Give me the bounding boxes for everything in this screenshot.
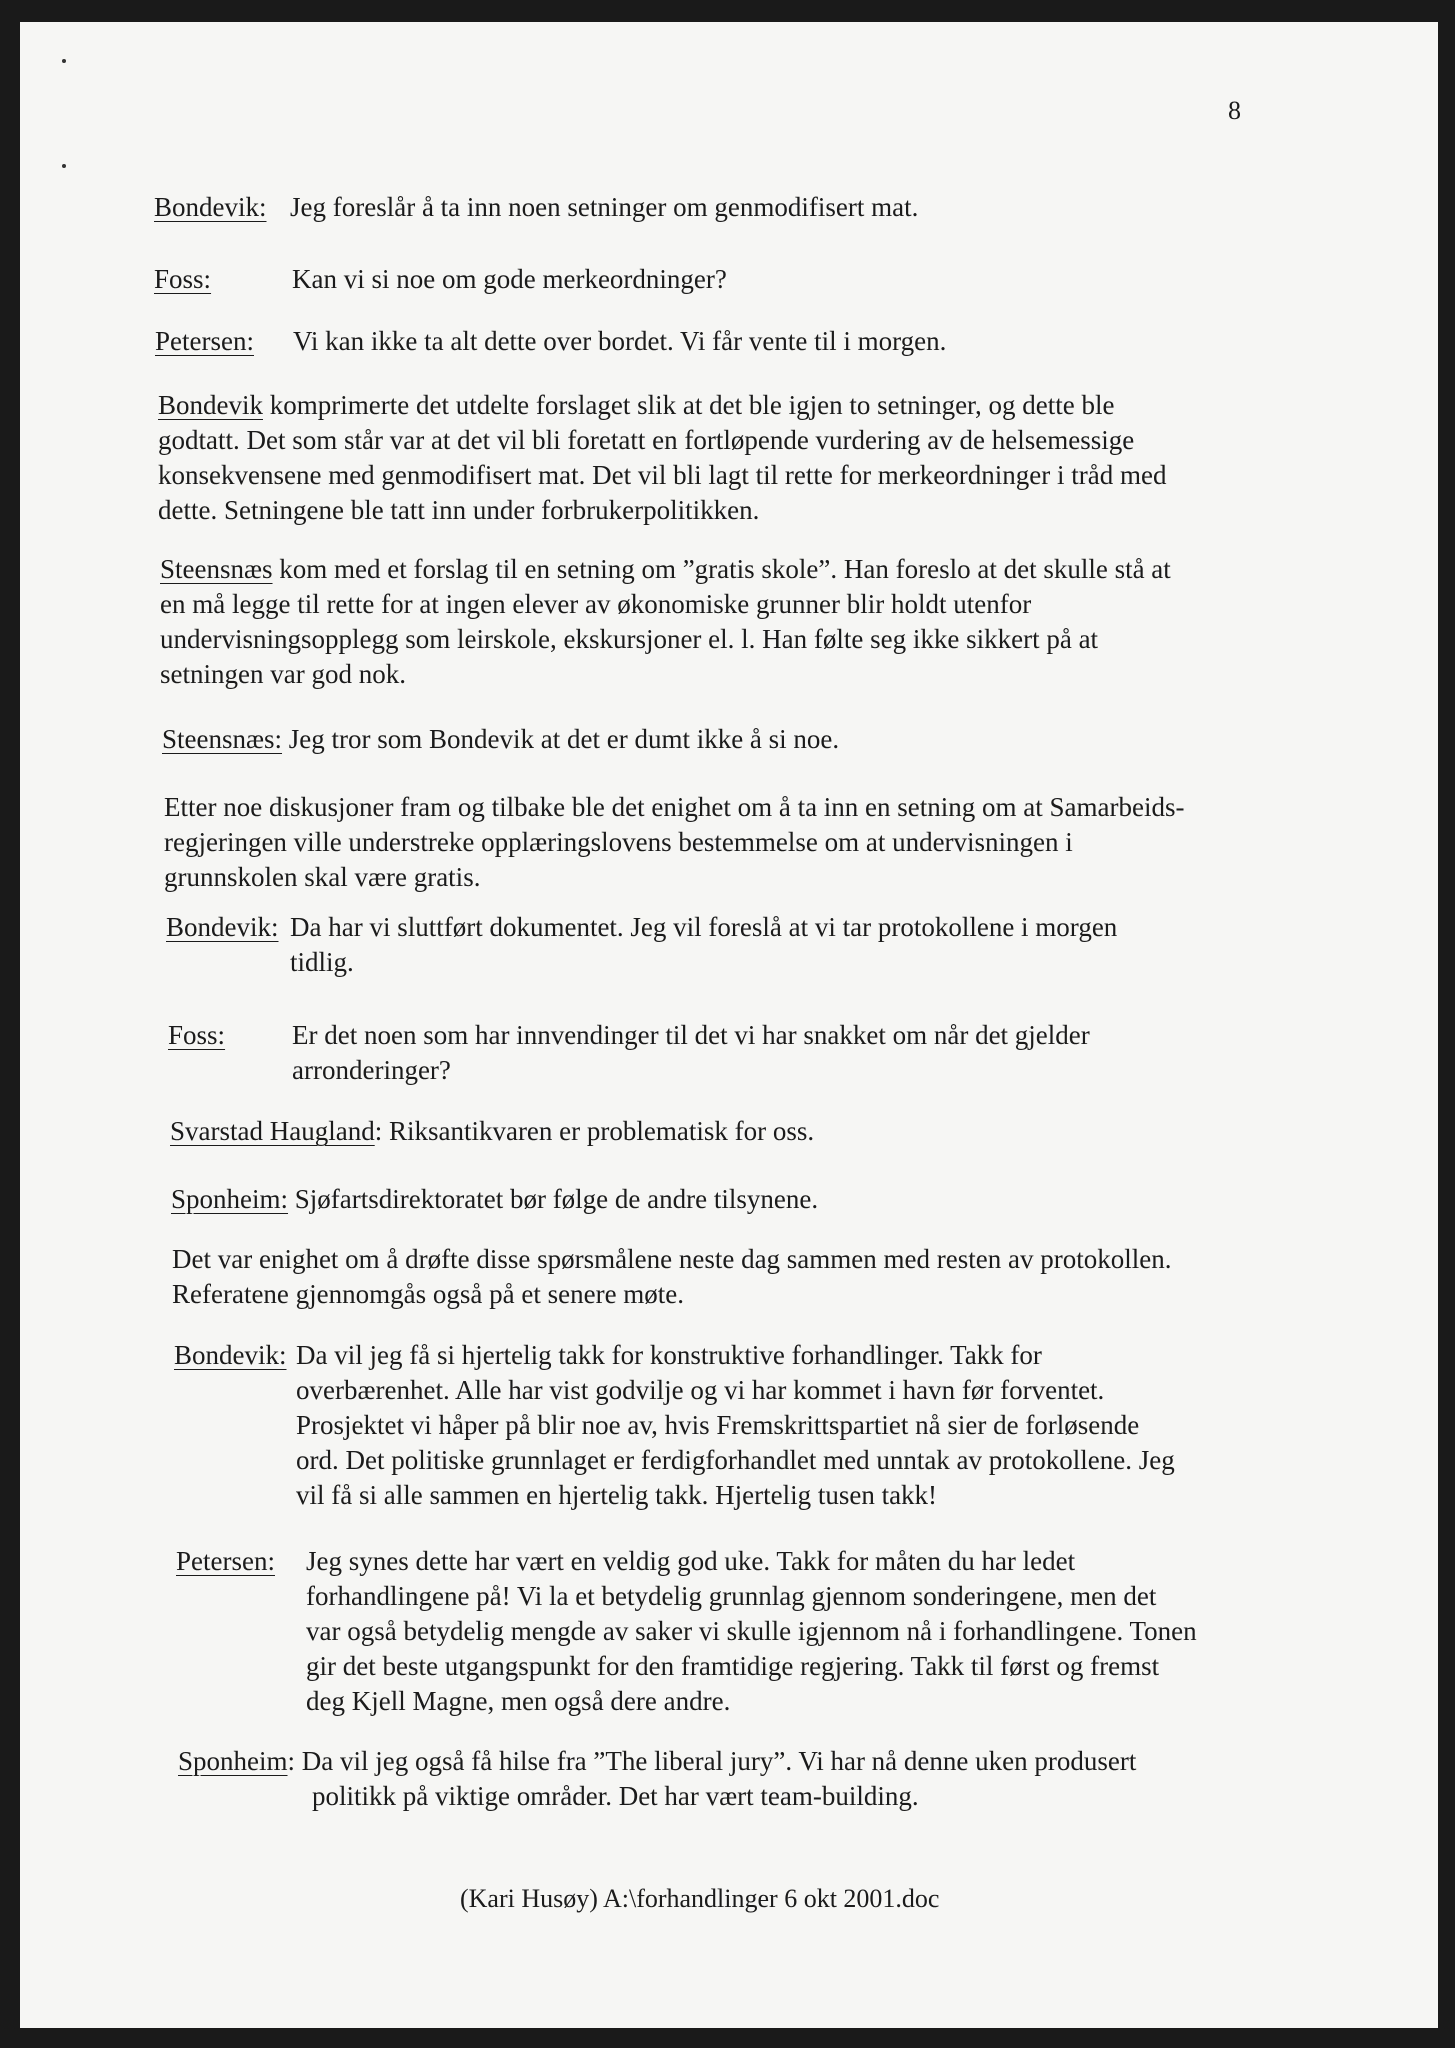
speech-line: Da har vi sluttført dokumentet. Jeg vil foreslå at vi tar protokollene i morgen	[290, 912, 1118, 942]
speech-line: overbærenhet. Alle har vist godvilje og vi har kommet i havn før forventet.	[296, 1375, 1105, 1405]
page-number: 8	[1228, 96, 1241, 125]
paragraph-line: undervisningsopplegg som leirskole, ekskursjoner el. l. Han følte seg ikke sikkert på at	[160, 624, 1099, 654]
speech-line: : Da vil jeg også få hilse fra ”The liberal jury”. Vi har nå denne uken produsert	[287, 1746, 1137, 1776]
speaker-name: Petersen:	[155, 326, 254, 356]
paragraph-line: komprimerte det utdelte forslaget slik at det ble igjen to setninger, og dette ble	[263, 390, 1115, 420]
paragraph-line: godtatt. Det som står var at det vil bli foretatt en fortløpende vurdering av de helsemessige	[158, 425, 1135, 455]
speaker-name: Petersen:	[176, 1546, 275, 1576]
speech-line: ord. Det politiske grunnlaget er ferdigforhandlet med unntak av protokollene. Jeg	[296, 1445, 1175, 1475]
speech-line: politikk på viktige områder. Det har vært team-building.	[312, 1781, 919, 1811]
paragraph-line: regjeringen ville understreke opplæringslovens bestemmelse om at undervisningen i	[164, 827, 1073, 857]
dialogue-entry	[178, 1744, 1136, 1814]
narrative-paragraph	[158, 388, 1268, 528]
footer-filepath: (Kari Husøy) A:\forhandlinger 6 okt 2001.doc	[460, 1884, 940, 1913]
paragraph-line: dette. Setningene ble tatt inn under forbrukerpolitikken.	[158, 495, 760, 525]
paragraph-line: Det var enighet om å drøfte disse spørsmålene neste dag sammen med resten av protokollen.	[172, 1244, 1172, 1274]
speech-line: deg Kjell Magne, men også dere andre.	[306, 1686, 731, 1716]
speaker-name: Steensnæs	[160, 554, 273, 584]
speaker-name: Sponheim	[178, 1746, 288, 1776]
speaker-name: Sponheim:	[171, 1184, 289, 1214]
narrative-paragraph	[172, 1242, 1282, 1312]
speech-line: forhandlingene på! Vi la et betydelig grunnlag gjennom sonderingene, men det	[306, 1581, 1157, 1611]
speaker-name: Steensnæs:	[162, 724, 283, 754]
speaker-name: Bondevik:	[154, 192, 267, 222]
dialogue-entry	[162, 722, 839, 757]
scan-speck	[62, 164, 66, 168]
speech-line: Da vil jeg få si hjertelig takk for konstruktive forhandlinger. Takk for	[296, 1340, 1042, 1370]
speech-line: arronderinger?	[292, 1055, 451, 1085]
speaker-name: Bondevik	[158, 390, 263, 420]
narrative-paragraph	[164, 790, 1274, 895]
speech-line: var også betydelig mengde av saker vi skulle igjennom nå i forhandlingene. Tonen	[306, 1616, 1197, 1646]
speech-line: Jeg synes dette har vært en veldig god uke. Takk for måten du har ledet	[306, 1546, 1076, 1576]
speech-text: Kan vi si noe om gode merkeordninger?	[292, 264, 727, 294]
speaker-name: Bondevik:	[166, 912, 279, 942]
speaker-name: Foss:	[168, 1020, 226, 1050]
speech-line: Prosjektet vi håper på blir noe av, hvis Fremskrittspartiet nå sier de forløsende	[296, 1410, 1140, 1440]
speech-line: vil få si alle sammen en hjertelig takk. Hjertelig tusen takk!	[296, 1480, 938, 1510]
speaker-name: Bondevik:	[174, 1340, 287, 1370]
speech-text: Sjøfartsdirektoratet bør følge de andre tilsynene.	[288, 1184, 819, 1214]
speech-text: Jeg foreslår å ta inn noen setninger om genmodifisert mat.	[290, 192, 919, 222]
dialogue-entry	[171, 1182, 818, 1217]
speaker-name: Svarstad Haugland	[170, 1116, 375, 1146]
speech-text: Vi kan ikke ta alt dette over bordet. Vi får vente til i morgen.	[293, 326, 947, 356]
dialogue-entry	[170, 1114, 814, 1149]
speech-line: gir det beste utgangspunkt for den framtidige regjering. Takk til først og fremst	[306, 1651, 1160, 1681]
speech-text: Jeg tror som Bondevik at det er dumt ikke å si noe.	[282, 724, 840, 754]
speaker-name: Foss:	[154, 264, 212, 294]
paragraph-line: kom med et forslag til en setning om ”gratis skole”. Han foreslo at det skulle stå at	[272, 554, 1171, 584]
paragraph-line: Referatene gjennomgås også på et senere møte.	[172, 1279, 685, 1309]
paragraph-line: grunnskolen skal være gratis.	[164, 862, 481, 892]
speech-text: : Riksantikvaren er problematisk for oss.	[374, 1116, 815, 1146]
paragraph-line: Etter noe diskusjoner fram og tilbake ble det enighet om å ta inn en setning om at Samarbeids-	[164, 792, 1185, 822]
paragraph-line: setningen var god nok.	[160, 659, 406, 689]
narrative-paragraph	[160, 552, 1270, 692]
scan-speck	[62, 59, 66, 63]
speech-line: Er det noen som har innvendinger til det vi har snakket om når det gjelder	[292, 1020, 1090, 1050]
paragraph-line: konsekvensene med genmodifisert mat. Det vil bli lagt til rette for merkeordninger i tråd med	[158, 460, 1167, 490]
paragraph-line: en må legge til rette for at ingen elever av økonomiske grunner blir holdt utenfor	[160, 589, 1032, 619]
speech-line: tidlig.	[290, 947, 354, 977]
document-page	[20, 22, 1438, 2028]
